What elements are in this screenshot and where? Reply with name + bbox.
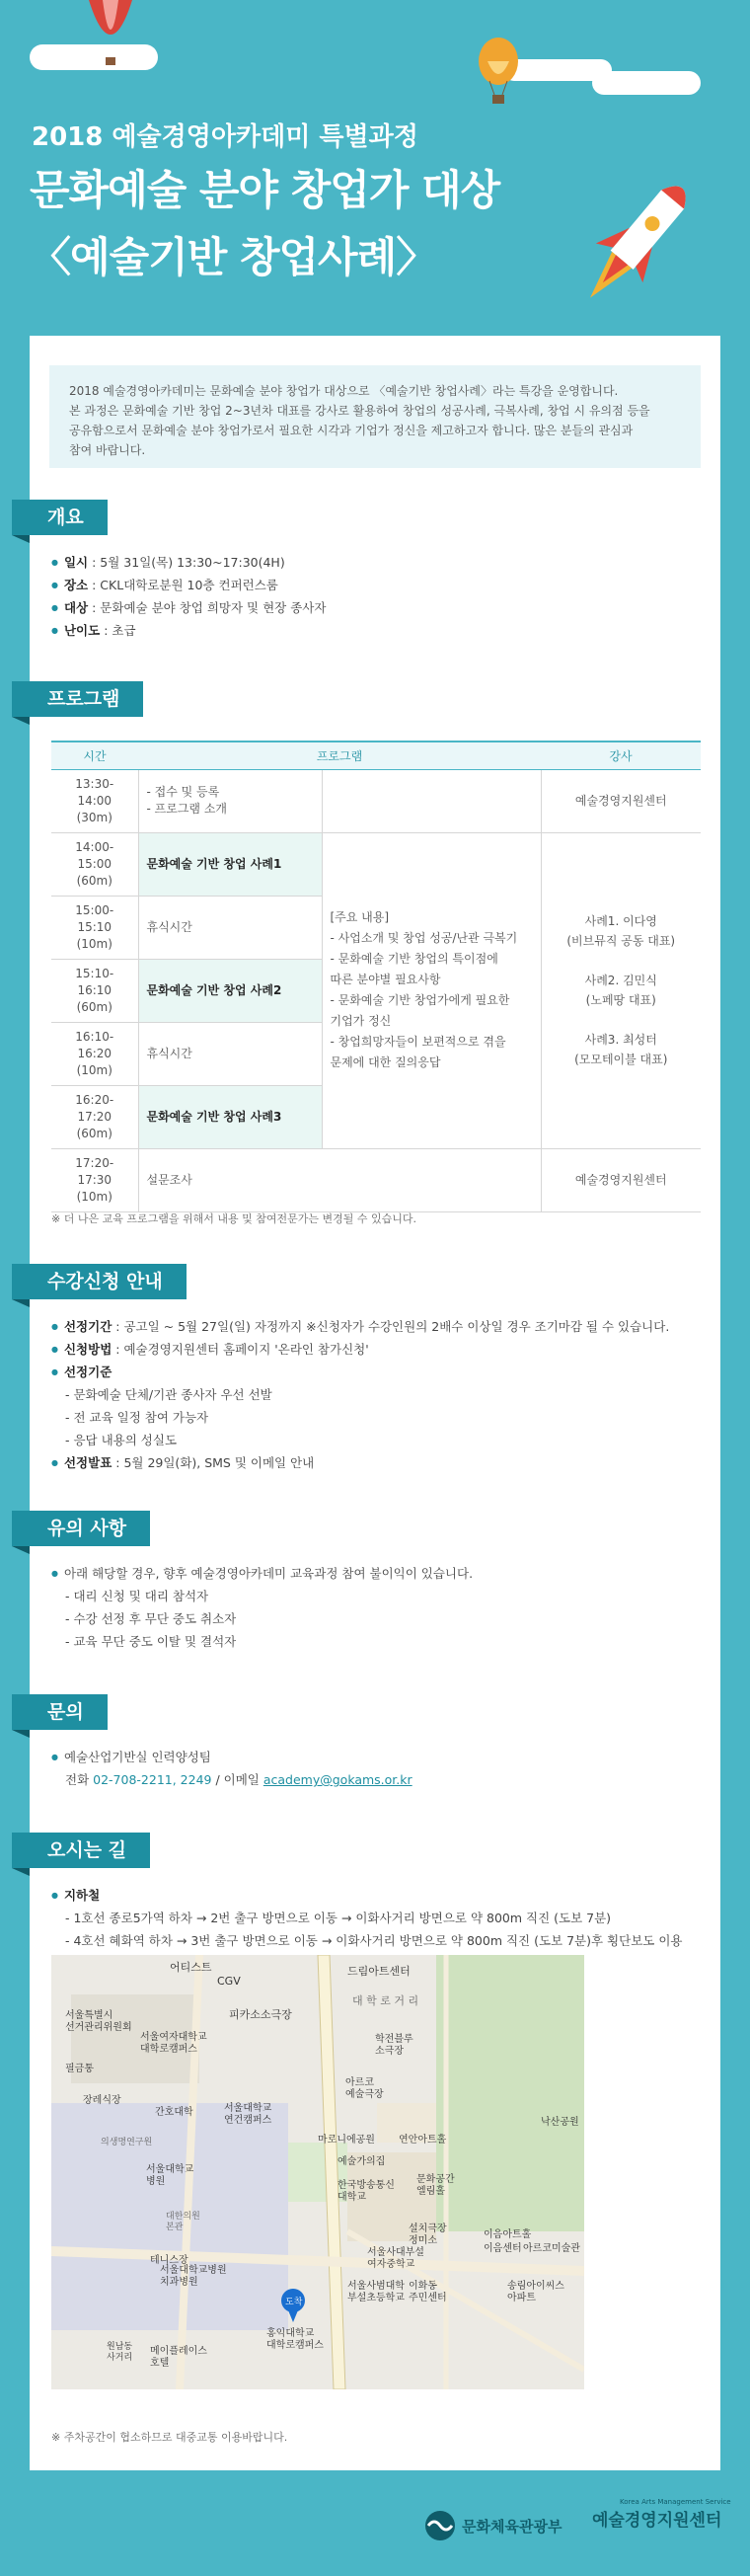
map-label: 한국방송통신 대학교	[338, 2180, 395, 2203]
list-item: - 수강 선정 후 무단 중도 취소자	[65, 1611, 237, 1626]
time-cell: 13:30-14:00 (30m)	[51, 769, 138, 832]
intro-box	[49, 365, 701, 468]
caution-list	[51, 1562, 473, 1653]
section-title: 유의 사항	[12, 1511, 150, 1546]
intro-text: 참여 바랍니다.	[69, 443, 146, 457]
time-cell: 16:20-17:20 (60m)	[51, 1085, 138, 1148]
map-label: 간호대학	[155, 2107, 193, 2118]
center-name: 예술경영지원센터	[592, 2511, 722, 2531]
time-cell: 14:00-15:00 (60m)	[51, 832, 138, 896]
rocket-icon	[561, 166, 709, 324]
center-name-en: Korea Arts Management Service	[620, 2498, 731, 2506]
list-item: ● 난이도 : 초급	[51, 619, 326, 642]
ministry-emblem-icon	[424, 2510, 456, 2541]
program-cell: 설문조사	[138, 1148, 541, 1211]
apply-list	[51, 1315, 669, 1474]
list-item: 전화 02-708-2211, 2249 / 이메일 academy@gokams.or.kr	[65, 1772, 412, 1787]
map-label: 홍익대학교 대학로캠퍼스	[266, 2328, 324, 2351]
section-heading-program	[12, 681, 143, 717]
map-label: 서울대학교 연건캠퍼스	[224, 2103, 272, 2126]
section-heading-caution	[12, 1511, 150, 1546]
map-label: 대한의원 본관	[166, 2212, 200, 2232]
hero-subtitle: 2018 예술경영아카데미 특별과정	[32, 122, 418, 152]
table-row	[51, 769, 701, 832]
ministry-logo	[424, 2510, 562, 2541]
list-item: - 문화예술 단체/기관 종사자 우선 선발	[65, 1387, 272, 1402]
intro-text: 2018 예술경영아카데미는 문화예술 분야 창업가 대상으로 〈예술기반 창업사례〉라는 특강을 운영합니다.	[69, 384, 619, 398]
program-cell: 문화예술 기반 창업 사례2	[138, 959, 322, 1022]
program-cell: 문화예술 기반 창업 사례1	[138, 832, 322, 896]
hero-title-line1: 문화예술 분야 창업가 대상	[30, 166, 500, 214]
column-header: 강사	[541, 742, 701, 769]
time-cell: 17:20-17:30 (10m)	[51, 1148, 138, 1211]
email-link[interactable]: academy@gokams.or.kr	[262, 1772, 412, 1787]
program-cell: 휴식시간	[138, 896, 322, 959]
hero-banner	[0, 0, 750, 336]
map-label: 드림아트센터	[347, 1965, 411, 1978]
contact-list	[51, 1746, 412, 1791]
map-label: CGV	[217, 1975, 241, 1988]
list-item: - 1호선 종로5가역 하차 → 2번 출구 방면으로 이동 → 이화사거리 방면으로 약 800m 직진 (도보 7분)	[65, 1911, 612, 1925]
map-label: 설치극장 정미소	[409, 2224, 447, 2246]
hot-air-balloon-icon	[81, 0, 140, 69]
time-cell: 15:10-16:10 (60m)	[51, 959, 138, 1022]
hero-title-line2: 〈예술기반 창업사례〉	[30, 233, 437, 281]
location-map[interactable]	[51, 1955, 584, 2389]
map-label: 서울사범대학 부설초등학교	[347, 2281, 405, 2303]
map-label: 서울대학교 병원	[146, 2164, 194, 2187]
map-label: 문화공간 엘림홀	[416, 2174, 455, 2197]
map-label: 대 학 로 거 리	[352, 1994, 419, 2007]
list-item: ● 선정발표 : 5월 29일(화), SMS 및 이메일 안내	[51, 1451, 669, 1474]
map-label: 서울사대부설 여자중학교	[367, 2247, 424, 2270]
section-title: 오시는 길	[12, 1833, 150, 1868]
list-item: - 교육 무단 중도 이탈 및 결석자	[65, 1634, 237, 1649]
map-label: 학전블루 소극장	[375, 2034, 413, 2057]
intro-text: 본 과정은 문화예술 기반 창업 2~3년차 대표를 강사로 활용하여 창업의 성공사례, 극복사례, 창업 시 유의점 등을	[69, 404, 650, 418]
program-note: ※ 더 나은 교육 프로그램을 위해서 내용 및 참여전문가는 변경될 수 있습니다.	[51, 1212, 416, 1225]
section-title: 개요	[12, 500, 108, 535]
list-item: ● 대상 : 문화예술 분야 창업 희망자 및 현장 종사자	[51, 596, 326, 619]
directions-list	[51, 1884, 682, 1952]
list-item: - 대리 신청 및 대리 참석자	[65, 1589, 209, 1603]
map-label: 도착	[285, 2298, 303, 2307]
map-label: 아르코미술관	[523, 2243, 580, 2254]
section-title: 프로그램	[12, 681, 143, 717]
map-label: 연안아트홀	[399, 2135, 447, 2146]
section-heading-apply	[12, 1264, 187, 1299]
list-item: - 전 교육 일정 참여 가능자	[65, 1410, 209, 1425]
map-label: 서울대학교병원 치과병원	[160, 2265, 227, 2288]
intro-text: 공유함으로서 문화예술 분야 창업가로서 필요한 시각과 기업가 정신을 제고하고자 합니다. 많은 분들의 관심과	[69, 424, 634, 437]
list-item: - 4호선 혜화역 하차 → 3번 출구 방면으로 이동 → 이화사거리 방면으로 약 800m 직진 (도보 7분)후 횡단보도 이용	[65, 1933, 683, 1948]
section-heading-overview	[12, 500, 108, 535]
time-cell: 15:00-15:10 (10m)	[51, 896, 138, 959]
map-label: 마로니에공원	[318, 2135, 375, 2146]
program-table	[51, 741, 701, 1212]
instructor-cell: 예술경영지원센터	[541, 1148, 701, 1211]
program-cell: 문화예술 기반 창업 사례3	[138, 1085, 322, 1148]
map-label: 낙산공원	[541, 2117, 579, 2128]
center-logo	[592, 2498, 731, 2531]
map-label: 어티스트	[170, 1961, 212, 1974]
map-label: 아르코 예술극장	[345, 2077, 384, 2100]
map-label: 테니스장	[150, 2255, 188, 2266]
phone-link[interactable]: 02-708-2211, 2249	[93, 1772, 212, 1787]
overview-list	[51, 551, 326, 642]
section-heading-contact	[12, 1694, 108, 1730]
map-label: 송림아이씨스 아파트	[507, 2281, 564, 2303]
program-cell: 휴식시간	[138, 1022, 322, 1085]
map-label: 이화동 주민센터	[409, 2281, 447, 2303]
map-label: 서울특별시 선거관리위원회	[65, 2010, 132, 2033]
table-row	[51, 1148, 701, 1211]
list-item: - 응답 내용의 성실도	[65, 1433, 178, 1447]
ministry-name: 문화체육관광부	[462, 2517, 562, 2536]
content-card	[30, 336, 720, 2470]
map-label: 예술가의집	[338, 2156, 386, 2167]
instructor-cell: 예술경영지원센터	[541, 769, 701, 832]
table-row	[51, 832, 701, 896]
hot-air-balloon-icon	[474, 38, 523, 107]
list-item: ● 장소 : CKL대학로분원 10층 컨퍼런스룸	[51, 574, 326, 596]
list-item: ● 아래 해당할 경우, 향후 예술경영아카데미 교육과정 참여 불이익이 있습니다.	[51, 1562, 473, 1585]
map-label: 필금통	[65, 2064, 94, 2074]
parking-note: ※ 주차공간이 협소하므로 대중교통 이용바랍니다.	[51, 2431, 288, 2444]
time-cell: 16:10-16:20 (10m)	[51, 1022, 138, 1085]
cloud-decoration	[592, 71, 701, 95]
list-item: ● 선정기준	[51, 1361, 669, 1383]
column-header: 시간	[51, 742, 138, 769]
map-label: 피카소소극장	[229, 2008, 292, 2021]
list-item: ● 선정기간 : 공고일 ~ 5월 27일(일) 자정까지 ※신청자가 수강인원의 2배수 이상일 경우 조기마감 될 수 있습니다.	[51, 1315, 669, 1338]
main-content-cell: [주요 내용] - 사업소개 및 창업 성공/난관 극복기 - 문화예술 기반 창업의 특이점에 따른 분야별 필요사항 - 문화예술 기반 창업가에게 필요한 기업가 정신 - 창업희망자들이 보편적으로 겪을 문제에 대한 질의응답	[322, 832, 541, 1148]
map-label: 서울여자대학교 대학로캠퍼스	[140, 2032, 207, 2055]
section-title: 문의	[12, 1694, 108, 1730]
column-header: 프로그램	[138, 742, 541, 769]
map-label: 장레식장	[83, 2095, 121, 2106]
map-label: 이음센터	[484, 2243, 522, 2254]
speakers-cell: 사례1. 이다영 (비브뮤직 공동 대표) 사례2. 김민식 (노페땅 대표) 사례3. 최성터 (모모테이블 대표)	[541, 832, 701, 1148]
map-label: 메이플레이스 호텔	[150, 2346, 207, 2369]
list-item: ● 신청방법 : 예술경영지원센터 홈페이지 '온라인 참가신청'	[51, 1338, 669, 1361]
section-heading-directions	[12, 1833, 150, 1868]
list-item: ● 일시 : 5월 31일(목) 13:30~17:30(4H)	[51, 551, 326, 574]
section-title: 수강신청 안내	[12, 1264, 187, 1299]
list-item: ● 예술산업기반실 인력양성팀	[51, 1746, 412, 1768]
footer	[0, 2470, 750, 2576]
map-label: 의생명연구원	[101, 2138, 153, 2147]
program-cell: - 접수 및 등록 - 프로그램 소개	[138, 769, 322, 832]
list-item: ● 지하철	[51, 1884, 682, 1907]
map-label: 원남동 사거리	[107, 2342, 133, 2363]
map-label: 이음아트홀	[484, 2229, 532, 2240]
